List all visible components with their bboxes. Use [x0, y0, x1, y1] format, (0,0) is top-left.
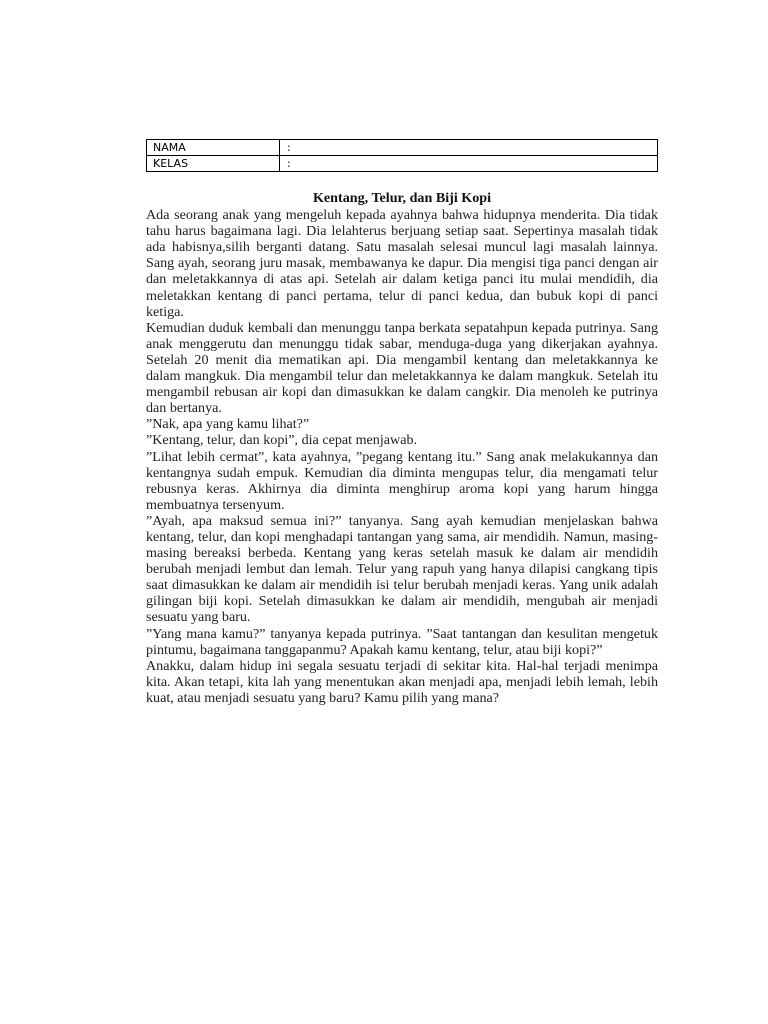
story-paragraph: ”Yang mana kamu?” tanyanya kepada putrinya. ”Saat tantangan dan kesulitan mengetuk pintumu, bagaimana tanggapanmu? Apakah kamu kentang, telur, atau biji kopi?” [146, 625, 658, 658]
story-paragraph: Kemudian duduk kembali dan menunggu tanpa berkata sepatahpun kepada putrinya. Sang anak menggerutu dan menunggu tidak sabar, menduga-duga yang dikerjakan ayahnya. Setelah 20 menit dia mematikan api. Dia mengambil kentang dan meletakkannya ke dalam mangkuk. Dia mengambil telur dan meletakkannya ke dalam mangkuk. Setelah itu mengambil rebusan air kopi dan dimasukkan ke dalam cangkir. Dia menoleh ke putrinya dan bertanya. [146, 319, 658, 417]
class-row [147, 156, 658, 172]
name-field[interactable]: : [280, 140, 658, 156]
class-label: KELAS [147, 156, 280, 172]
story-paragraph: ”Kentang, telur, dan kopi”, dia cepat menjawab. [146, 432, 418, 449]
name-label: NAMA [147, 140, 280, 156]
story-paragraph: Anakku, dalam hidup ini segala sesuatu terjadi di sekitar kita. Hal-hal terjadi menimpa kita. Akan tetapi, kita lah yang menentukan akan menjadi apa, menjadi lebih lemah, lebih kuat, atau menjadi sesuatu yang baru? Kamu pilih yang mana? [146, 657, 658, 706]
story-paragraph: ”Nak, apa yang kamu lihat?” [146, 416, 310, 433]
story-paragraph: ”Ayah, apa maksud semua ini?” tanyanya. Sang ayah kemudian menjelaskan bahwa kentang, telur, dan kopi menghadapi tantangan yang sama, air mendidih. Namun, masing-masing bereaksi berbeda. Kentang yang keras setelah masuk ke dalam air mendidih berubah menjadi lembut dan lemah. Telur yang rapuh yang hanya dilapisi cangkang tipis saat dimasukkan ke dalam air mendidih isi telur berubah menjadi keras. Yang unik adalah gilingan biji kopi. Setelah dimasukkan ke dalam air mendidih, mengubah air menjadi sesuatu yang baru. [146, 512, 658, 626]
class-field[interactable]: : [280, 156, 658, 172]
story-paragraph: Ada seorang anak yang mengeluh kepada ayahnya bahwa hidupnya menderita. Dia tidak tahu harus bagaimana lagi. Dia lelahterus berjuang setiap saat. Sepertinya masalah tidak ada habisnya,silih berganti datang. Satu masalah selesai muncul lagi masalah lainnya. Sang ayah, seorang juru masak, membawanya ke dapur. Dia mengisi tiga panci dengan air dan meletakkannya di atas api. Setelah air dalam ketiga panci itu mulai mendidih, dia meletakkan kentang di panci pertama, telur di panci kedua, dan bubuk kopi di panci ketiga. [146, 207, 658, 320]
student-info-table [146, 139, 658, 172]
story-title: Kentang, Telur, dan Biji Kopi [312, 190, 492, 206]
story-content [146, 190, 658, 706]
story-paragraph: ”Lihat lebih cermat”, kata ayahnya, ”pegang kentang itu.” Sang anak melakukannya dan kentangnya sudah empuk. Kemudian dia diminta mengupas telur, dia mengamati telur rebusnya keras. Akhirnya dia diminta menghirup aroma kopi yang harum hingga membuatnya tersenyum. [146, 448, 658, 513]
name-row [147, 140, 658, 156]
